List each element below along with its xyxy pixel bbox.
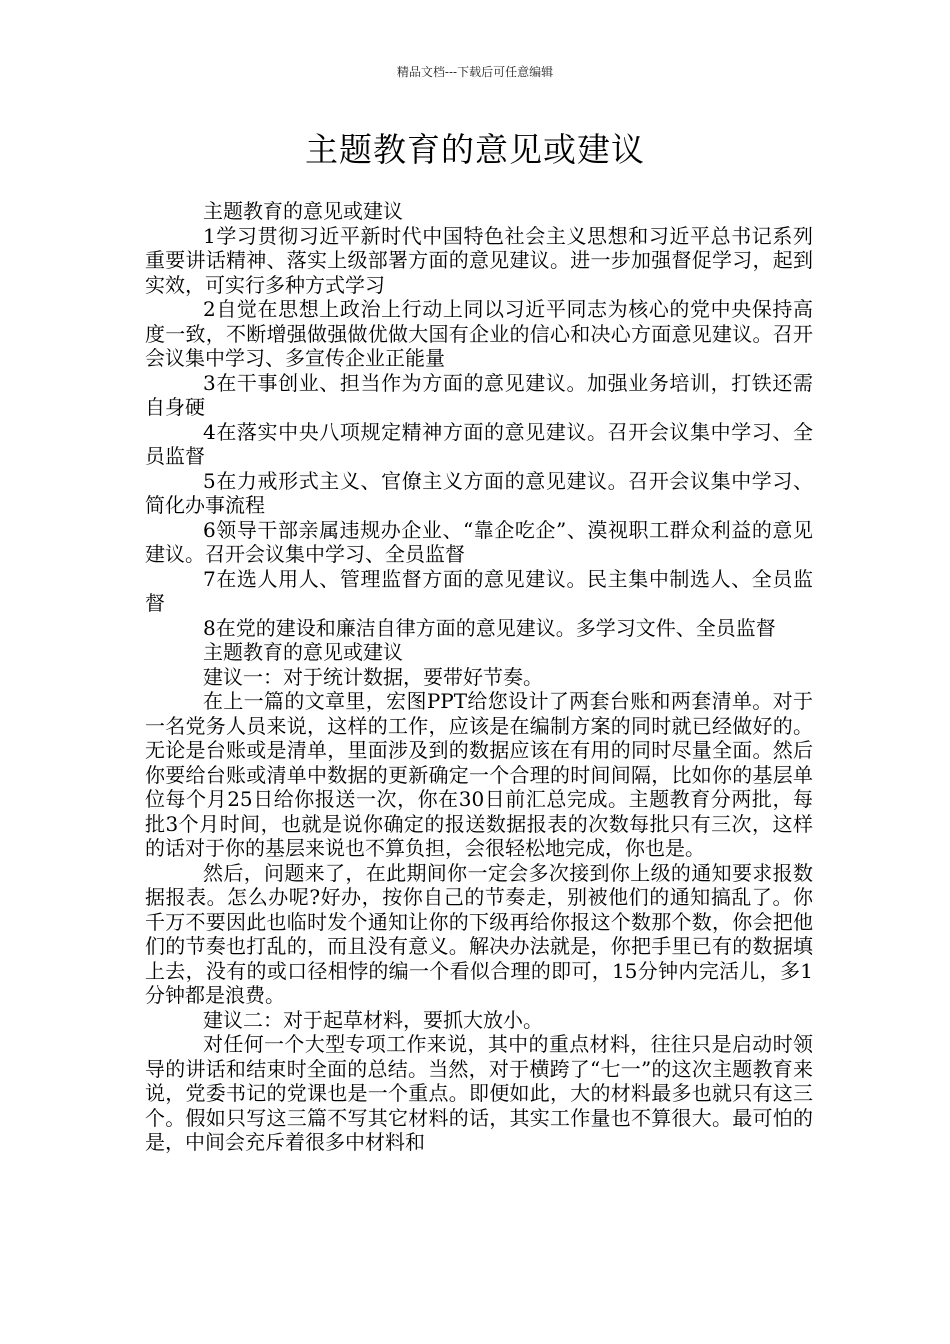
paragraph: 2自觉在思想上政治上行动上同以习近平同志为核心的党中央保持高度一致，不断增强做强做优做大国有企业的信心和决心方面意见建议。召开会议集中学习、多宣传企业正能量	[145, 297, 813, 370]
page-header: 精品文档---下载后可任意编辑	[396, 65, 554, 79]
paragraph: 在上一篇的文章里，宏图PPT给您设计了两套台账和两套清单。对于一名党务人员来说，这样的工作，应该是在编制方案的同时就已经做好的。无论是台账或是清单，里面涉及到的数据应该在有用的同时尽量全面。然后你要给台账或清单中数据的更新确定一个合理的时间间隔，比如你的基层单位每个月25日给你报送一次，你在30日前汇总完成。主题教育分两批，每批3个月时间，也就是说你确定的报送数据报表的次数每批只有三次，这样的话对于你的基层来说也不算负担，会很轻松地完成，你也是。	[145, 689, 813, 860]
document-body	[145, 199, 813, 1155]
paragraph: 6领导干部亲属违规办企业、“靠企吃企”、漠视职工群众利益的意见建议。召开会议集中学习、全员监督	[145, 517, 813, 566]
paragraph: 主题教育的意见或建议	[203, 640, 403, 664]
paragraph: 4在落实中央八项规定精神方面的意见建议。召开会议集中学习、全员监督	[145, 419, 813, 468]
paragraph: 对任何一个大型专项工作来说，其中的重点材料，往往只是启动时领导的讲话和结束时全面的总结。当然，对于横跨了“七一”的这次主题教育来说，党委书记的党课也是一个重点。即便如此，大的材料最多也就只有这三个。假如只写这三篇不写其它材料的话，其实工作量也不算很大。最可怕的是，中间会充斥着很多中材料和	[145, 1032, 813, 1154]
paragraph: 1学习贯彻习近平新时代中国特色社会主义思想和习近平总书记系列重要讲话精神、落实上级部署方面的意见建议。进一步加强督促学习，起到实效，可实行多种方式学习	[145, 223, 813, 297]
paragraph: 然后，问题来了，在此期间你一定会多次接到你上级的通知要求报数据报表。怎么办呢?好办，按你自己的节奏走，别被他们的通知搞乱了。你千万不要因此也临时发个通知让你的下级再给你报这个数那个数，你会把他们的节奏也打乱的，而且没有意义。解决办法就是，你把手里已有的数据填上去，没有的或口径相悖的编一个看似合理的即可，15分钟内完活儿，多1分钟都是浪费。	[145, 860, 813, 1007]
paragraph: 7在选人用人、管理监督方面的意见建议。民主集中制选人、全员监督	[145, 566, 813, 615]
paragraph: 3在干事创业、担当作为方面的意见建议。加强业务培训，打铁还需自身硬	[145, 370, 813, 419]
paragraph: 5在力戒形式主义、官僚主义方面的意见建议。召开会议集中学习、简化办事流程	[145, 468, 813, 517]
paragraph: 建议二：对于起草材料，要抓大放小。	[203, 1007, 543, 1032]
paragraph: 建议一：对于统计数据，要带好节奏。	[203, 664, 543, 689]
paragraph: 主题教育的意见或建议	[203, 199, 403, 223]
document-title: 主题教育的意见或建议	[305, 130, 645, 169]
paragraph: 8在党的建设和廉洁自律方面的意见建议。多学习文件、全员监督	[203, 615, 776, 640]
